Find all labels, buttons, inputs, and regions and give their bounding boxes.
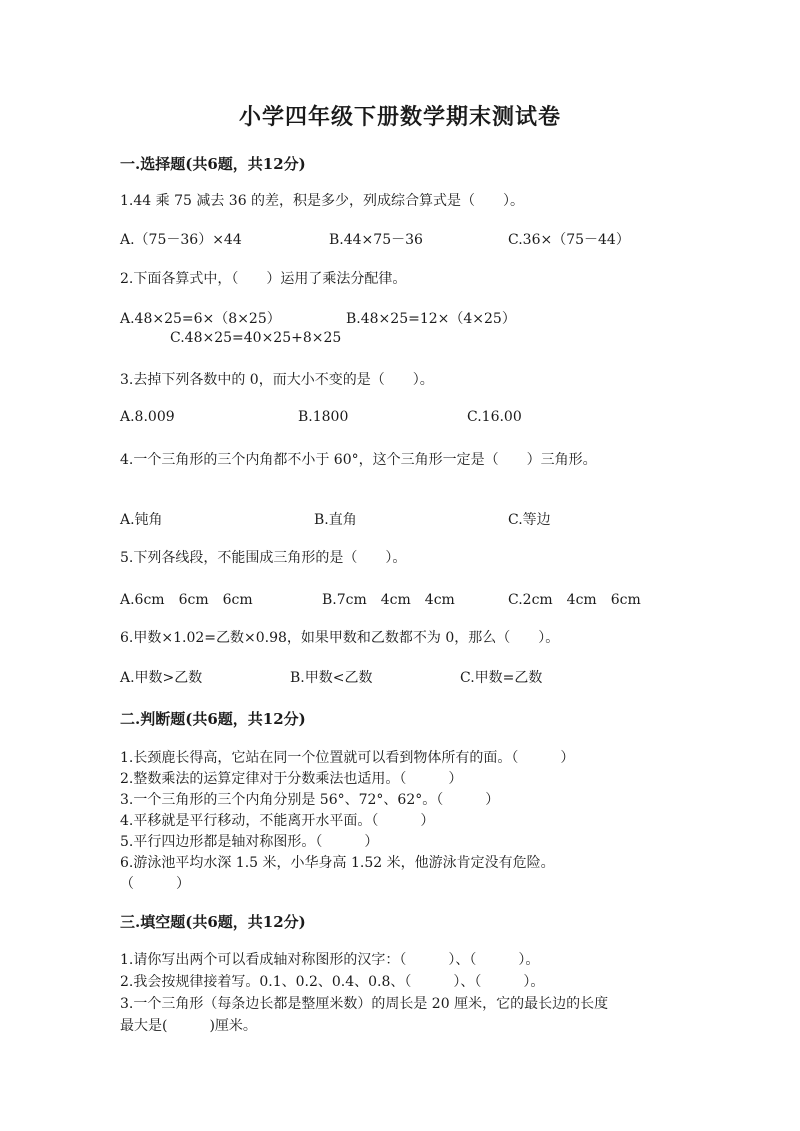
option-3c[interactable]: C.16.00 [467,409,522,425]
option-5b[interactable]: B.7cm 4cm 4cm [322,592,455,608]
option-1b[interactable]: B.44×75－36 [329,232,423,248]
question-5: 5.下列各线段，不能围成三角形的是（ ）。 [120,550,407,566]
option-2b[interactable]: B.48×25=12×（4×25） [346,311,516,327]
option-2a[interactable]: A.48×25=6×（8×25） [120,311,281,327]
judgment-line-6-blank: （ ） [120,876,190,892]
option-6c[interactable]: C.甲数=乙数 [460,670,543,686]
section-heading-choice: 一.选择题(共6题，共12分) [120,155,306,173]
judgment-line-6: 6.游泳池平均水深 1.5 米，小华身高 1.52 米，他游泳肯定没有危险。 [120,855,555,871]
option-5a[interactable]: A.6cm 6cm 6cm [120,592,253,608]
question-6: 6.甲数×1.02=乙数×0.98，如果甲数和乙数都不为 0，那么（ ）。 [120,630,560,646]
fill-line-1: 1.请你写出两个可以看成轴对称图形的汉字：（ ）、（ ）。 [120,952,540,968]
judgment-line-5: 5.平行四边形都是轴对称图形。（ ） [120,834,379,850]
option-2c[interactable]: C.48×25=40×25+8×25 [170,330,342,346]
section-heading-judgment: 二.判断题(共6题，共12分) [120,710,306,728]
option-3a[interactable]: A.8.009 [120,409,175,425]
option-4a[interactable]: A.钝角 [120,512,163,528]
option-1a[interactable]: A.（75－36）×44 [120,232,242,248]
option-1c[interactable]: C.36×（75－44） [508,232,630,248]
question-3: 3.去掉下列各数中的 0，而大小不变的是（ ）。 [120,372,434,388]
fill-line-3: 3.一个三角形（每条边长都是整厘米数）的周长是 20 厘米，它的最长边的长度 [120,996,609,1012]
question-1: 1.44 乘 75 减去 36 的差，积是多少，列成综合算式是（ ）。 [120,193,525,209]
option-3b[interactable]: B.1800 [298,409,349,425]
judgment-line-4: 4.平移就是平行移动，不能离开水平面。（ ） [120,813,435,829]
judgment-line-1: 1.长颈鹿长得高，它站在同一个位置就可以看到物体所有的面。（ ） [120,750,575,766]
section-heading-fill: 三.填空题(共6题，共12分) [120,913,306,931]
option-6b[interactable]: B.甲数<乙数 [290,670,373,686]
fill-line-3-cont: 最大是( )厘米。 [120,1018,257,1034]
option-4c[interactable]: C.等边 [508,512,551,528]
judgment-line-3: 3.一个三角形的三个内角分别是 56°、72°、62°。（ ） [120,792,500,808]
judgment-line-2: 2.整数乘法的运算定律对于分数乘法也适用。（ ） [120,771,463,787]
option-4b[interactable]: B.直角 [314,512,357,528]
page-title: 小学四年级下册数学期末测试卷 [238,104,562,130]
fill-line-2: 2.我会按规律接着写。0.1、0.2、0.4、0.8、（ ）、（ ）。 [120,974,545,990]
question-2: 2.下面各算式中，（ ）运用了乘法分配律。 [120,271,407,287]
question-4: 4.一个三角形的三个内角都不小于 60°，这个三角形一定是（ ）三角形。 [120,452,597,468]
option-5c[interactable]: C.2cm 4cm 6cm [508,592,641,608]
option-6a[interactable]: A.甲数>乙数 [120,670,203,686]
